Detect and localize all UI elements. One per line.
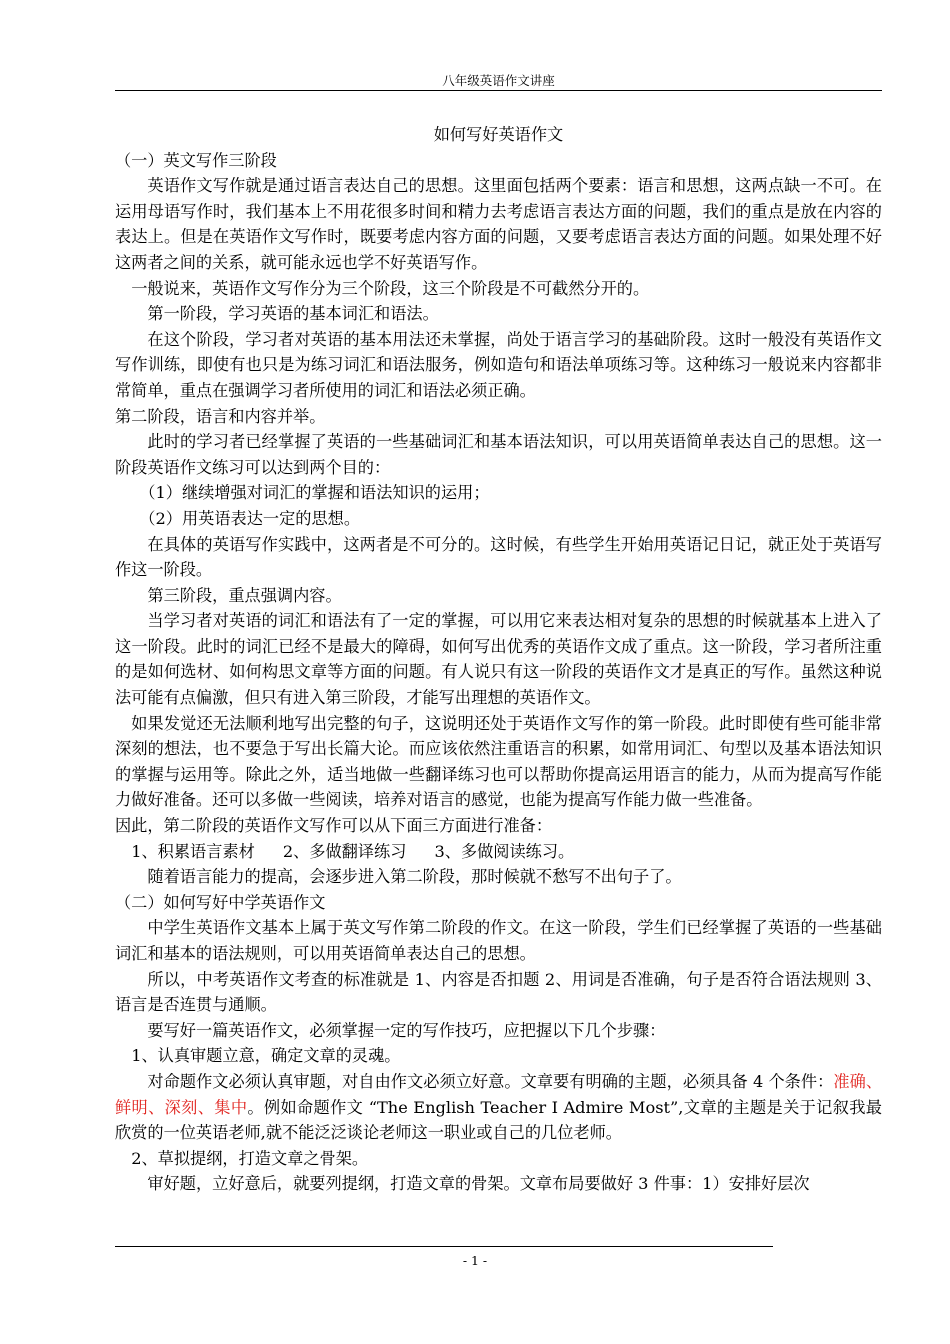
section-heading-1: （一）英文写作三阶段 bbox=[115, 150, 277, 170]
paragraph: 当学习者对英语的词汇和语法有了一定的掌握，可以用它来表达相对复杂的思想的时候就基本上进入了这一阶段。此时的词汇已经不是最大的障碍，如何写出优秀的英语作文成了重点。这一阶段，学习者所注重的是如何选材、如何构思文章等方面的问题。有人说只有这一阶段的英语作文才是真正的写作。虽然这种说法可能有点偏激，但只有进入第三阶段，才能写出理想的英语作文。 bbox=[115, 611, 882, 708]
list-item: （2）用英语表达一定的思想。 bbox=[139, 508, 361, 528]
stage-heading-1: 第一阶段，学习英语的基本词汇和语法。 bbox=[147, 304, 439, 324]
paragraph: 因此，第二阶段的英语作文写作可以从下面三方面进行准备： bbox=[115, 816, 553, 836]
text-run: 。例如命题作文 “The English Teacher I Admire Most”,文章的主题是关于记叙我最欣赏的一位英语老师,就不能泛泛谈论老师这一职业或自己的几位老师。 bbox=[115, 1097, 882, 1143]
list-item: 1、积累语言素材 bbox=[131, 841, 255, 861]
document-title: 如何写好英语作文 bbox=[433, 125, 564, 144]
paragraph: 一般说来，英语作文写作分为三个阶段，这三个阶段是不可截然分开的。 bbox=[131, 278, 650, 298]
text-run: 对命题作文必须认真审题，对自由作文必须立好意。文章要有明确的主题，必须具备 4 个条件： bbox=[147, 1071, 834, 1091]
paragraph: 在具体的英语写作实践中，这两者是不可分的。这时候，有些学生开始用英语记日记，就正处于英语写作这一阶段。 bbox=[115, 534, 882, 580]
paragraph: 要写好一篇英语作文，必须掌握一定的写作技巧，应把握以下几个步骤： bbox=[147, 1020, 666, 1040]
step-heading-1: 1、认真审题立意，确定文章的灵魂。 bbox=[131, 1046, 401, 1066]
section-heading-2: （二）如何写好中学英语作文 bbox=[115, 892, 326, 912]
list-item: 2、多做翻译练习 bbox=[282, 841, 407, 861]
stage-heading-2: 第二阶段，语言和内容并举。 bbox=[115, 406, 326, 426]
paragraph: 中学生英语作文基本上属于英文写作第二阶段的作文。在这一阶段，学生们已经掌握了英语的一些基础词汇和基本的语法规则，可以用英语简单表达自己的思想。 bbox=[115, 918, 882, 963]
preparation-list bbox=[115, 839, 882, 865]
paragraph: 在这个阶段，学习者对英语的基本用法还未掌握，尚处于语言学习的基础阶段。这时一般没有英语作文写作训练，即使有也只是为练习词汇和语法服务，例如造句和语法单项练习等。这种练习一般说来内容都非常简单，重点在强调学习者所使用的词汇和语法必须正确。 bbox=[115, 329, 882, 400]
footer-divider bbox=[115, 1246, 773, 1247]
paragraph bbox=[115, 1069, 882, 1146]
page-header: 八年级英语作文讲座 bbox=[115, 68, 882, 91]
paragraph: 如果发觉还无法顺利地写出完整的句子，这说明还处于英语作文写作的第一阶段。此时即使有些可能非常深刻的想法，也不要急于写出长篇大论。而应该依然注重语言的积累，如常用词汇、句型以及基本语法知识的掌握与运用等。除此之外，适当地做一些翻译练习也可以帮助你提高运用语言的能力，从而为提高写作能力做好准备。还可以多做一些阅读，培养对语言的感觉，也能为提高写作能力做一些准备。 bbox=[115, 713, 882, 810]
step-heading-2: 2、草拟提纲，打造文章之骨架。 bbox=[131, 1148, 369, 1168]
paragraph: 随着语言能力的提高，会逐步进入第二阶段，那时候就不愁写不出句子了。 bbox=[147, 867, 682, 887]
highlighted-text: 准确、鲜明、深刻、集中 bbox=[115, 1071, 883, 1117]
document-body bbox=[115, 122, 882, 1197]
paragraph: 审好题，立好意后，就要列提纲，打造文章的骨架。文章布局要做好 3 件事：1）安排好层次 bbox=[147, 1174, 810, 1194]
stage-heading-3: 第三阶段，重点强调内容。 bbox=[147, 585, 342, 605]
paragraph: 英语作文写作就是通过语言表达自己的思想。这里面包括两个要素：语言和思想，这两点缺一不可。在运用母语写作时，我们基本上不用花很多时间和精力去考虑语言表达方面的问题，我们的重点是放在内容的表达上。但是在英语作文写作时，既要考虑内容方面的问题，又要考虑语言表达方面的问题。如果处理不好这两者之间的关系，就可能永远也学不好英语写作。 bbox=[115, 176, 882, 272]
list-item: 3、多做阅读练习。 bbox=[434, 841, 575, 861]
paragraph: 所以，中考英语作文考查的标准就是 1、内容是否扣题 2、用词是否准确，句子是否符合语法规则 3、语言是否连贯与通顺。 bbox=[115, 969, 882, 1015]
page-number: - 1 - bbox=[462, 1253, 488, 1268]
list-item: （1）继续增强对词汇的掌握和语法知识的运用； bbox=[139, 483, 490, 503]
paragraph: 此时的学习者已经掌握了英语的一些基础词汇和基本语法知识，可以用英语简单表达自己的思想。这一阶段英语作文练习可以达到两个目的： bbox=[115, 432, 882, 477]
